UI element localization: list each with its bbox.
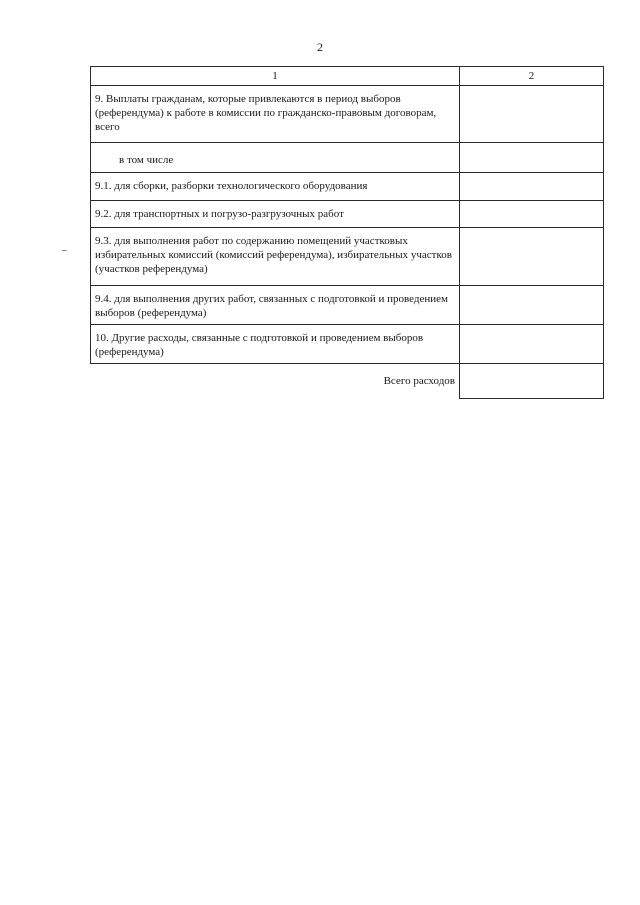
- table-row: [91, 286, 604, 325]
- table-row: [91, 173, 604, 201]
- table-row: [91, 228, 604, 286]
- row-label-9: 9. Выплаты гражданам, которые привлекаются в период выборов (референдума) к работе в комиссии по гражданско-правовым договорам, всего: [91, 86, 460, 143]
- page-number: 2: [317, 40, 323, 54]
- row-value-9-4: [460, 286, 604, 325]
- row-label-9-3: 9.3. для выполнения работ по содержанию помещений участковых избирательных комиссий (комиссий референдума), избирательных участков (участков референдума): [91, 228, 460, 286]
- header-row: [91, 67, 604, 86]
- row-label-9-4: 9.4. для выполнения других работ, связанных с подготовкой и проведением выборов (референдума): [91, 286, 460, 325]
- row-label-10: 10. Другие расходы, связанные с подготовкой и проведением выборов (референдума): [91, 325, 460, 364]
- row-label-9-2: 9.2. для транспортных и погрузо-разгрузочных работ: [91, 201, 460, 228]
- margin-mark: [62, 250, 67, 251]
- table-row: [91, 86, 604, 143]
- total-value: [460, 364, 604, 399]
- column-header-2: 2: [460, 67, 604, 86]
- column-header-1: 1: [91, 67, 460, 86]
- table-row: [91, 325, 604, 364]
- row-value-9-3: [460, 228, 604, 286]
- row-value-9-2: [460, 201, 604, 228]
- table-row: [91, 201, 604, 228]
- row-value-9-1: [460, 173, 604, 201]
- total-row: [91, 364, 604, 399]
- row-label-including: в том числе: [91, 143, 460, 173]
- row-value-9: [460, 86, 604, 143]
- table-row: [91, 143, 604, 173]
- row-value-10: [460, 325, 604, 364]
- row-value-including: [460, 143, 604, 173]
- total-label: Всего расходов: [91, 364, 460, 399]
- expenses-table: [90, 66, 604, 399]
- row-label-9-1: 9.1. для сборки, разборки технологического оборудования: [91, 173, 460, 201]
